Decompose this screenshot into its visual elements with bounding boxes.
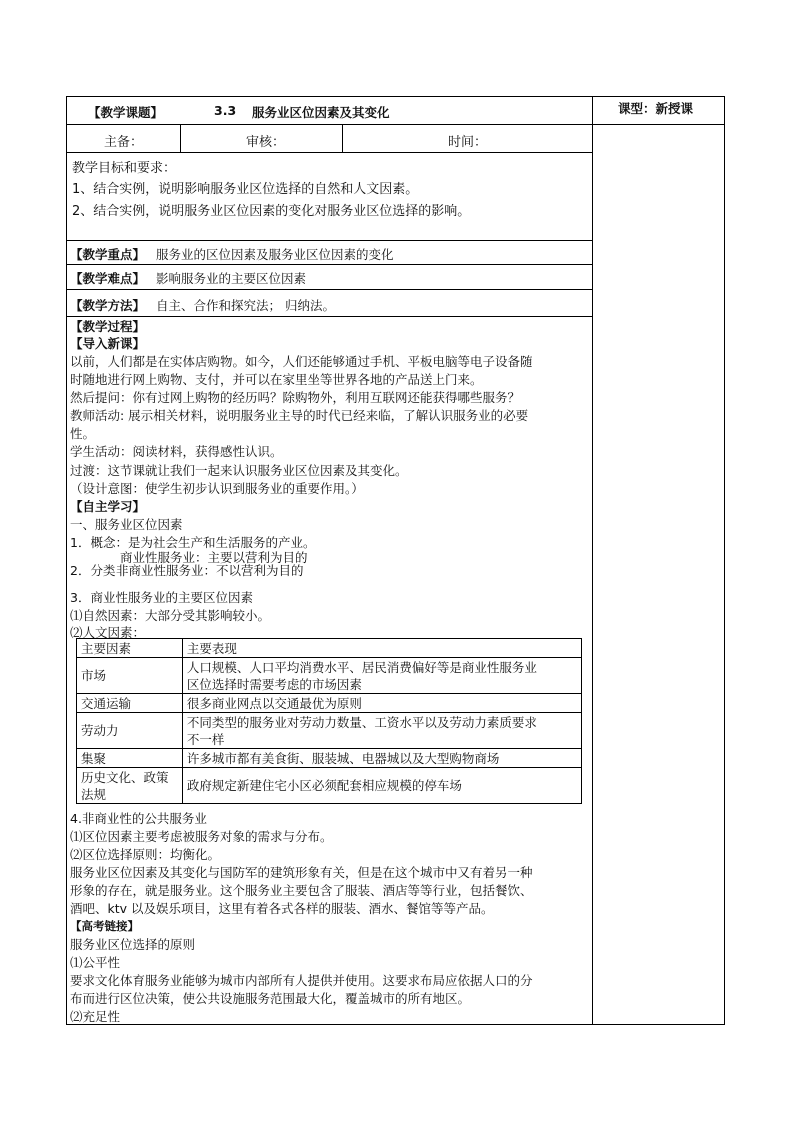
reviewer-label: 审核： [246, 135, 286, 150]
key-point-label: 【教学重点】 [70, 247, 146, 262]
method-text: 自主、合作和探究法； 归纳法。 [156, 298, 335, 313]
table-cell: 集聚 [77, 749, 183, 768]
paragraph: （设计意图：使学生初步认识到服务业的重要作用。） [70, 481, 364, 496]
table-row [77, 749, 582, 768]
table-cell: 政府规定新建住宅小区必须配套相应规模的停车场 [182, 768, 581, 804]
paragraph: 过渡：这节课就让我们一起来认识服务业区位因素及其变化。 [70, 463, 408, 478]
time-label: 时间： [448, 135, 488, 150]
section-heading: 一、服务业区位因素 [70, 517, 183, 532]
paragraph: 性。 [70, 426, 96, 441]
cell-line: 人口规模、人口平均消费水平、居民消费偏好等是商业性服务业 [186, 659, 537, 675]
paragraph: 服务业区位因素及其变化与国防军的建筑形象有关，但是在这个城市中又有着另一种 [70, 865, 533, 880]
table-header: 主要因素 [77, 639, 183, 658]
table-header: 主要表现 [182, 639, 581, 658]
paragraph: ⑵区位选择原则：均衡化。 [70, 847, 221, 862]
paragraph: 布而进行区位决策，使公共设施服务范围最大化，覆盖城市的所有地区。 [70, 991, 471, 1006]
paragraph: 学生活动：阅读材料，获得感性认识。 [70, 444, 283, 459]
method-label: 【教学方法】 [70, 298, 146, 313]
human-factors: ⑵人文因素： [70, 625, 146, 640]
table-row [77, 768, 582, 804]
title-label: 【教学课题】 [88, 105, 164, 120]
principle-heading: ⑴公平性 [70, 955, 121, 970]
difficult-point-label: 【教学难点】 [70, 271, 146, 286]
factor-table [76, 638, 582, 804]
table-cell: 劳动力 [77, 713, 183, 749]
exam-link-heading: 【高考链接】 [70, 919, 139, 933]
concept: 1．概念：是为社会生产和生活服务的产业。 [70, 535, 316, 550]
cell-line: 法规 [81, 786, 107, 802]
table-cell [77, 768, 183, 804]
objective-2: 2、结合实例，说明服务业区位因素的变化对服务业区位选择的影响。 [72, 204, 471, 219]
class-label: 2．分类 [70, 563, 116, 578]
objectives-heading: 教学目标和要求： [72, 161, 177, 176]
table-cell: 许多城市都有美食街、服装城、电器城以及大型购物商场 [182, 749, 581, 768]
table-row [77, 658, 582, 694]
natural-factors: ⑴自然因素：大部分受其影响较小。 [70, 608, 271, 623]
commercial-heading: 3．商业性服务业的主要区位因素 [70, 590, 253, 605]
difficult-point-text: 影响服务业的主要区位因素 [156, 271, 307, 286]
self-study-heading: 【自主学习】 [70, 499, 146, 514]
paragraph: 教师活动: 展示相关材料，说明服务业主导的时代已经来临，了解认识服务业的必要 [70, 408, 529, 423]
lesson-type: 课型：新授课 [618, 101, 694, 116]
cell-line: 不同类型的服务业对劳动力数量、工资水平以及劳动力素质要求 [186, 714, 537, 730]
paragraph: 时随地进行网上购物、支付，并可以在家里坐等世界各地的产品送上门来。 [70, 372, 483, 387]
paragraph: ⑴区位因素主要考虑被服务对象的需求与分布。 [70, 829, 333, 844]
class-noncommercial: 非商业性服务业：不以营利为目的 [116, 563, 304, 578]
paragraph: 形象的存在，就是服务业。这个服务业主要包含了服装、酒店等等行业，包括餐饮、 [70, 883, 533, 898]
paragraph: 要求文化体育服务业能够为城市内部所有人提供并使用。这要求布局应依据人口的分 [70, 973, 533, 988]
principle-heading: ⑵充足性 [70, 1009, 121, 1024]
cell-line: 不一样 [186, 731, 225, 747]
public-service-heading: 4.非商业性的公共服务业 [70, 811, 207, 826]
cell-line: 区位选择时需要考虑的市场因素 [186, 676, 362, 692]
table-cell [182, 713, 581, 749]
paragraph: 然后提问：你有过网上购物的经历吗？除购物外，利用互联网还能获得哪些服务？ [70, 390, 521, 405]
key-point-text: 服务业的区位因素及服务业区位因素的变化 [156, 247, 394, 262]
table-row [77, 713, 582, 749]
paragraph: 酒吧、ktv 以及娱乐项目，这里有着各式各样的服装、酒水、餐馆等等产品。 [70, 901, 494, 916]
intro-heading: 【导入新课】 [70, 336, 146, 351]
title-number: 3.3 [214, 103, 237, 118]
table-cell: 很多商业网点以交通最优为原则 [182, 694, 581, 713]
table-row [77, 694, 582, 713]
page-title: 服务业区位因素及其变化 [252, 105, 390, 120]
cell-line: 历史文化、政策 [81, 769, 169, 785]
process-heading: 【教学过程】 [70, 319, 146, 334]
table-cell: 市场 [77, 658, 183, 694]
preparer-label: 主备： [104, 135, 144, 150]
objective-1: 1、结合实例，说明影响服务业区位选择的自然和人文因素。 [72, 182, 419, 197]
table-cell [182, 658, 581, 694]
table-cell: 交通运输 [77, 694, 183, 713]
class-commercial: 商业性服务业：主要以营利为目的 [120, 550, 308, 565]
paragraph: 以前，人们都是在实体店购物。如今，人们还能够通过手机、平板电脑等电子设备随 [70, 354, 533, 369]
exam-link-title: 服务业区位选择的原则 [70, 937, 196, 952]
